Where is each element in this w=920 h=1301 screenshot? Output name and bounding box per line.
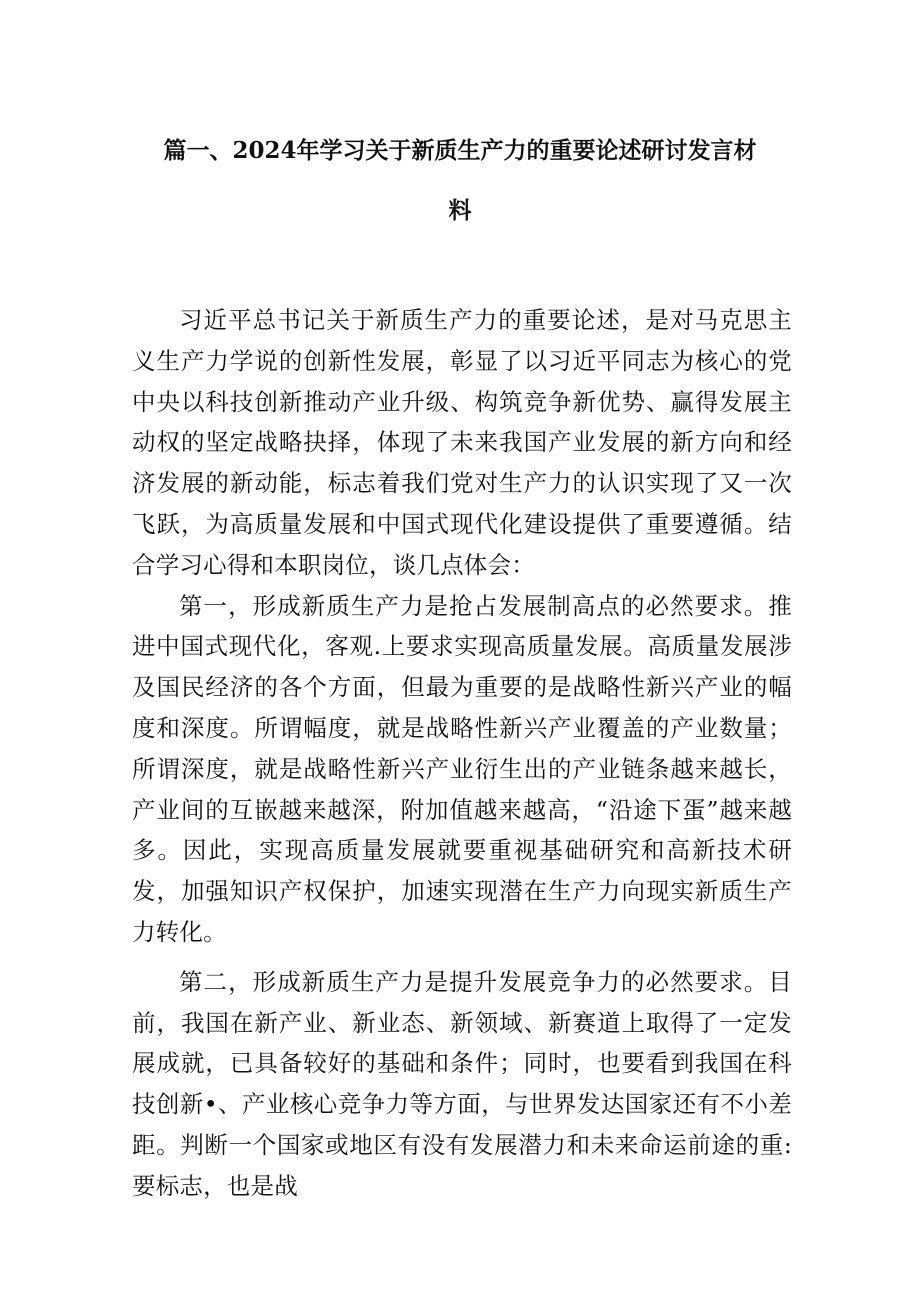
document-body: [132, 300, 792, 1207]
document-title-line1: 篇一、2024年学习关于新质生产力的重要论述研讨发言材: [163, 137, 757, 164]
paragraph-intro: 习近平总书记关于新质生产力的重要论述，是对马克思主义生产力学说的创新性发展，彰显了以习近平同志为核心的党中央以科技创新推动产业升级、构筑竞争新优势、赢得发展主动权的坚定战略抉择，体现了未来我国产业发展的新方向和经济发展的新动能，标志着我们党对生产力的认识实现了又一次飞跃，为高质量发展和中国式现代化建设提供了重要遵循。结合学习心得和本职岗位，谈几点体会：: [132, 306, 792, 579]
paragraph-second-point: 第二，形成新质生产力是提升发展竞争力的必然要求。目前，我国在新产业、新业态、新领域、新赛道上取得了一定发展成就，已具备较好的基础和条件；同时，也要看到我国在科技创新•、产业核心竞争力等方面，与世界发达国家还有不小差距。判断一个国家或地区有没有发展潜力和未来命运前途的重:要标志，也是战: [132, 967, 792, 1200]
document-title-line2: 料: [448, 197, 472, 224]
paragraph-first-point: 第一，形成新质生产力是抢占发展制高点的必然要求。推进中国式现代化，客观.上要求实现高质量发展。高质量发展涉及国民经济的各个方面，但最为重要的是战略性新兴产业的幅度和深度。所谓幅度，就是战略性新兴产业覆盖的产业数量；所谓深度，就是战略性新兴产业衍生出的产业链条越来越长，产业间的互嵌越来越深，附加值越来越高，“沿途下蛋”越来越多。因此，实现高质量发展就要重视基础研究和高新技术研发，加强知识产权保护，加速实现潜在生产力向现实新质生产力转化。: [132, 591, 792, 946]
